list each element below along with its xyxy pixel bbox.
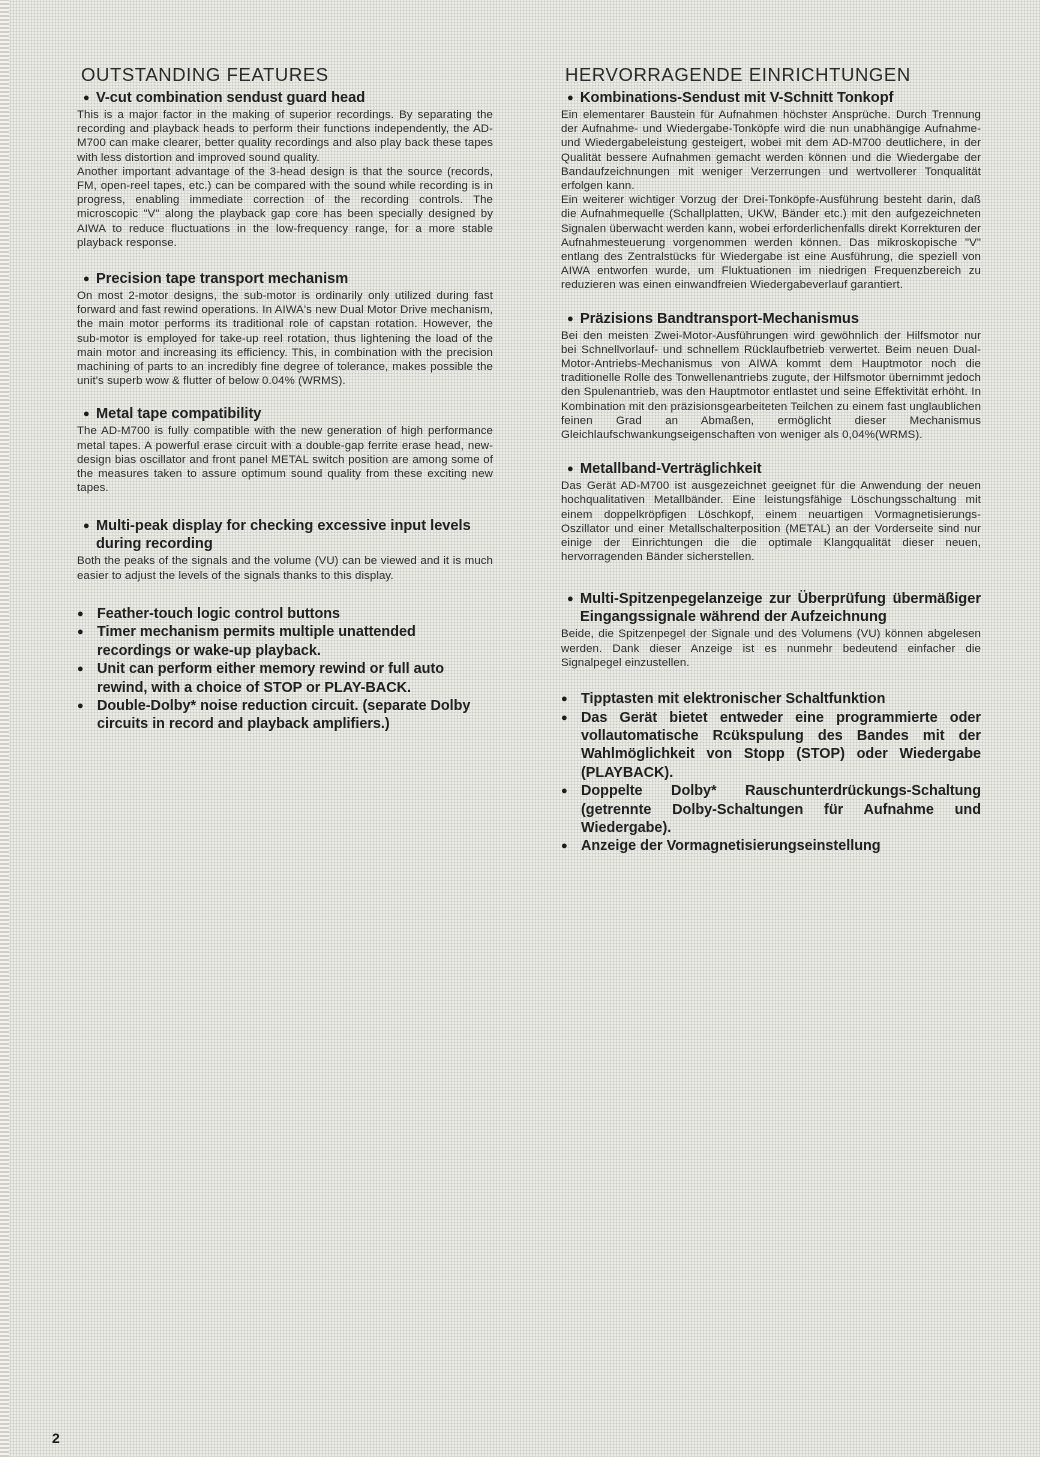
bullet-icon: ● (77, 663, 84, 676)
section-spitzenpegel (561, 590, 981, 670)
section-title: Multi-peak display for checking excessive input levels during recording (96, 518, 471, 553)
section-title: Metallband-Verträglichkeit (580, 461, 762, 478)
bullet-icon: ● (567, 463, 574, 476)
section-title: Präzisions Bandtransport-Mechanismus (580, 310, 859, 327)
page-number: 2 (52, 1430, 60, 1446)
section-title: Multi-Spitzenpegelanzeige zur Überprüfung übermäßiger Eingangssignale während der Aufzeichnung (580, 591, 981, 626)
section-metallband (561, 460, 981, 564)
paragraph: Both the peaks of the signals and the volume (VU) can be viewed and it is much easier to adjust the levels of the signals thanks to this display. (77, 555, 493, 582)
section-vcut-head (77, 89, 493, 250)
bullet-icon: ● (567, 312, 574, 325)
bullet-icon: ● (77, 607, 84, 620)
bullet-icon: ● (561, 693, 568, 706)
bullet-icon: ● (77, 626, 84, 639)
list-item: ● Double-Dolby* noise reduction circuit. (separate Dolby circuits in record and playback amplifiers.) (77, 697, 471, 733)
paragraph: This is a major factor in the making of superior recordings. By separating the recording and playback heads to perform their functions independently, the AD-M700 can make clearer, better quality recordings and also play back these tapes with less distortion and improved sound quality. (77, 109, 493, 164)
english-column (77, 58, 493, 734)
paragraph: Ein weiterer wichtiger Vorzug der Drei-Tonköpfe-Ausführung besteht darin, daß die Aufnahmequelle (Schallplatten, UKW, Bänder etc.) mit den aufgezeichneten Signalen überwacht werden kann, wobei erforderlichenfalls direkt Korrekturen der Aufnahmesteuerung vorgenommen werden können. Das mikroskopische "V" entlang des Zentralstücks für Wiedergabe ist eine Ausführung, die speziell von AIWA entworfen wurde, um Fluktuationen im niedrigen Frequenzbereich zu reduzieren was einen einwandfreien Wiedergabeverlauf garantiert. (561, 194, 981, 292)
section-title: Precision tape transport mechanism (96, 271, 349, 288)
english-title: OUTSTANDING FEATURES (81, 64, 329, 85)
section-title: Kombinations-Sendust mit V-Schnitt Tonkopf (580, 90, 894, 106)
list-item: ● Timer mechanism permits multiple unattended recordings or wake-up playback. (77, 624, 416, 659)
section-title: V-cut combination sendust guard head (96, 90, 366, 106)
paragraph: Bei den meisten Zwei-Motor-Ausführungen wird gewöhnlich der Hilfsmotor nur bei Schnellvorlauf- und schnellem Rücklaufbetrieb verwertet. Beim neuen Dual-Motor-Antriebs-Mechanismus von AIWA kommt dem Hauptmotor noch die traditionelle Rolle des Tonwellenantriebs zugute, der Hilfsmotor übernimmt jedoch den Spulenantrieb, was den Hauptmotor entlastet und seine Effektivität erhöht. In Kombination mit den präzisionsgearbeiteten Teilchen zu einem fast unglaublichen feinen Grad an Abmaßen, ermöglicht dieser Mechanismus Gleichlaufschwankungseigenschaften von weniger als 0,04%(WRMS). (561, 329, 981, 442)
bullet-icon: ● (77, 699, 84, 712)
paragraph: Another important advantage of the 3-head design is that the source (records, FM, open-reel tapes, etc.) can be compared with the sound while recording is in progress, enabling immediate correction of the recording controls. The microscopic "V" along the playback gap core has been specially designed by AIWA to reduce fluctuations in the low-frequency range, for a more stable playback response. (77, 165, 493, 249)
bullet-icon: ● (561, 785, 568, 798)
section-bandtransport (561, 310, 981, 443)
list-item: ● Doppelte Dolby* Rauschunterdrückungs-Schaltung (getrennte Dolby-Schaltungen für Aufnahme und Wiedergabe). (561, 783, 981, 836)
section-multi-peak (77, 517, 493, 582)
german-title: HERVORRAGENDE EINRICHTUNGEN (565, 64, 911, 85)
bullet-icon: ● (83, 92, 90, 104)
paragraph: On most 2-motor designs, the sub-motor is ordinarily only utilized during fast forward and fast rewind operations. In AIWA's new Dual Motor Drive mechanism, the main motor performs its traditional role of capstan rotation. However, the sub-motor is employed for take-up reel rotation, thus lightening the load of the main motor and increasing its efficiency. This, in combination with the precision machining of parts to an incredibly fine degree of tolerance, makes possible the unit's superb wow & flutter of below 0.04% (WRMS). (77, 290, 493, 388)
list-item: ● Das Gerät bietet entweder eine programmierte oder vollautomatische Rcükspulung des Bandes mit der Wahlmöglichkeit von Stopp (STOP) oder Wiedergabe (PLAYBACK). (561, 709, 981, 781)
paragraph: The AD-M700 is fully compatible with the new generation of high performance metal tapes. A powerful erase circuit with a double-gap ferrite erase head, new-design bias oscillator and front panel METAL switch position are among some of the measures taken to assure optimum sound quality from these exciting new tapes. (77, 425, 493, 495)
bullet-icon: ● (561, 840, 568, 853)
bullet-icon: ● (83, 520, 90, 533)
bullet-icon: ● (567, 593, 574, 606)
section-tape-transport (77, 270, 493, 388)
german-column (561, 58, 981, 856)
bullet-icon: ● (561, 711, 568, 724)
list-item: ● Feather-touch logic control buttons (77, 605, 341, 622)
paragraph: Das Gerät AD-M700 ist ausgezeichnet geeignet für die Anwendung der neuen hochqualitativen Metallbänder. Eine leistungsfähige Löschungsschaltung mit einem doppelkröpfigen Löschkopf, einem neuartigen Vormagnetisierungs-Oszillator und einer Metallschalterposition (METAL) an der Vorderseite sind nur einige der Einrichtungen die die optimale Klangqualität dieser neuen, hervorragenden Bänder sicherstellen. (561, 480, 981, 564)
bullet-icon: ● (83, 273, 90, 286)
section-kombinations-tonkopf (561, 89, 981, 293)
bullet-icon: ● (83, 408, 90, 421)
list-item: ● Tipptasten mit elektronischer Schaltfunktion (561, 691, 886, 708)
feature-list (77, 605, 493, 734)
list-item: ● Anzeige der Vormagnetisierungseinstellung (561, 838, 881, 855)
section-metal-tape (77, 405, 493, 495)
paragraph: Beide, die Spitzenpegel der Signale und des Volumens (VU) können abgelesen werden. Dank dieser Anzeige ist es nunmehr bedeutend einfacher die Signalpegel einzustellen. (561, 628, 981, 669)
bullet-icon: ● (567, 92, 574, 104)
feature-list (561, 690, 981, 856)
list-item: ● Unit can perform either memory rewind or full auto rewind, with a choice of STOP or PLAY-BACK. (77, 661, 445, 696)
paragraph: Ein elementarer Baustein für Aufnahmen höchster Ansprüche. Durch Trennung der Aufnahme- und Wiedergabe-Tonköpfe wird die nun unabhängige Aufnahme- und Wiedergabeleistung gesteigert, wobei mit dem AD-M700 deutlichere, in der Qualität bessere Aufnahmen gemacht werden können und die Wiedergabe der Bandaufzeichnungen mit weniger Verzerrungen und wertvollerer Tonqualität erfolgen kann. (561, 109, 981, 193)
section-title: Metal tape compatibility (96, 406, 262, 423)
page-edge (0, 0, 9, 1457)
